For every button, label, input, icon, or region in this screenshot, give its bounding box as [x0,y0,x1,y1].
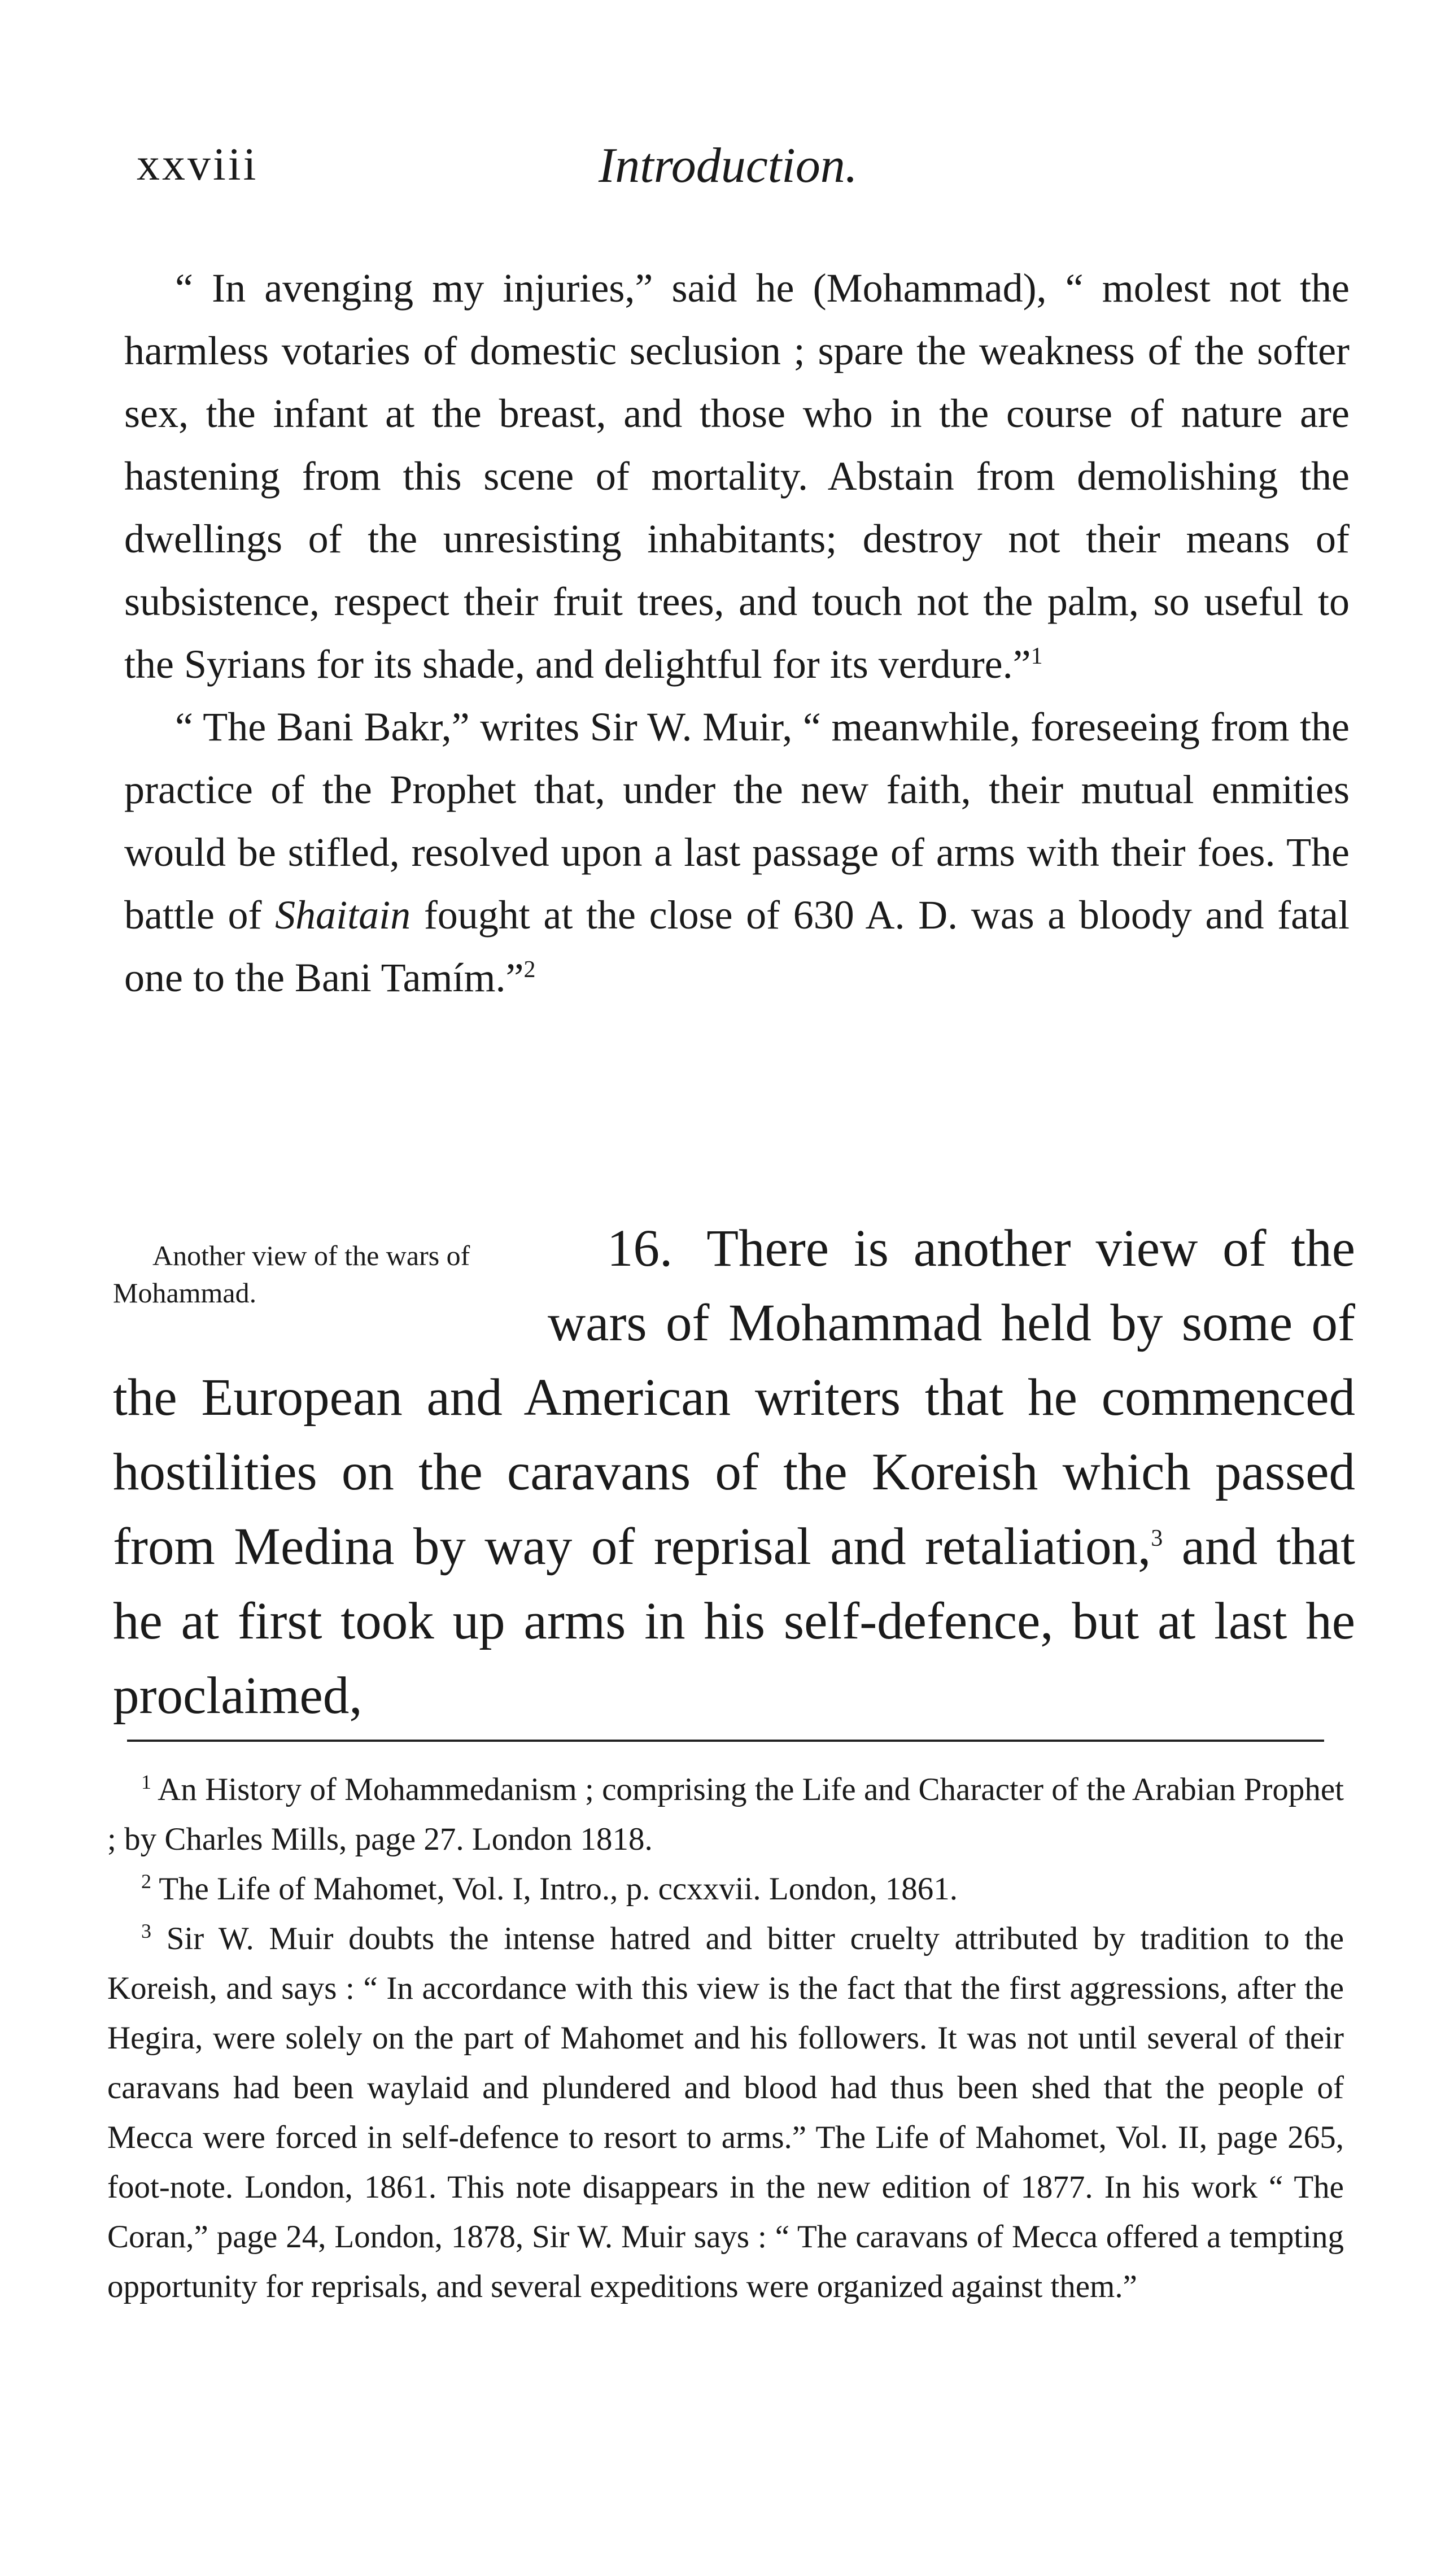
paragraph-text-after: fought at the close of 630 A. D. was a bloody and fatal one to the Bani Tamím.” [124,892,1350,1000]
footnote-1 [107,1765,1344,1864]
page-header [0,138,1441,209]
footnote-ref: 2 [523,957,536,983]
paragraph-quote-mohammad [124,257,1350,696]
footnote-ref: 3 [1151,1525,1163,1551]
page-number: xxviii [137,138,259,190]
section-paragraph [113,1211,1355,1733]
section-number: 16. [607,1219,673,1278]
footnote-2 [107,1864,1344,1914]
footnote-text: An History of Mohammedanism ; comprising the Life and Character of the Arabian Prophet ; by Charles Mills, page 27. London 1818. [107,1772,1344,1857]
footnote-3 [107,1914,1344,2312]
paragraph-quote-muir [124,696,1350,1009]
section-text-after: and that he at first took up arms in his self-defence, but at last he proclaimed, [113,1518,1355,1725]
footnote-mark: 3 [141,1920,151,1942]
section-16 [113,1211,1355,1733]
section-text: There is another view of the wars of Mohammad held by some of the European and American writers that he commenced hostilities on the caravans of the Koreish which passed from Medina by way of reprisal and retaliation, [113,1219,1355,1576]
footnotes [107,1765,1344,2312]
running-title: Introduction. [599,138,858,193]
footnote-divider [127,1740,1324,1742]
footnote-text: The Life of Mahomet, Vol. I, Intro., p. ccxxvii. London, 1861. [151,1871,958,1907]
battle-name: Shaitain [275,892,411,938]
footnote-ref: 1 [1030,643,1043,669]
margin-note: Another view of the wars of Mohammad. [113,1240,470,1309]
footnote-mark: 2 [141,1870,151,1893]
paragraph-text: “ In avenging my injuries,” said he (Mohammad), “ molest not the harmless votaries of domestic seclusion ; spare the weakness of the softer sex, the infant at the breast, and those who in the course of nature are hastening from this scene of mortality. Abstain from demolishing the dwellings of the unresisting inhabitants; destroy not their means of subsistence, respect their fruit trees, and touch not the palm, so useful to the Syrians for its shade, and delightful for its verdure.” [124,265,1350,687]
paragraph-text: “ The Bani Bakr,” writes Sir W. Muir, “ meanwhile, foreseeing from the practice of the Prophet that, under the new faith, their mutual enmities would be stifled, resolved upon a last passage of arms with their foes. The battle of [124,704,1350,938]
footnote-mark: 1 [141,1771,151,1793]
footnote-text: Sir W. Muir doubts the intense hatred and bitter cruelty attributed by tradition to the Koreish, and says : “ In accordance with this view is the fact that the first aggressions, after the Hegira, were solely on the part of Mahomet and his followers. It was not until several of their caravans had been waylaid and plundered and blood had thus been shed that the people of Mecca were forced in self-defence to resort to arms.” The Life of Mahomet, Vol. II, page 265, foot-note. London, 1861. This note disappears in the new edition of 1877. In his work “ The Coran,” page 24, London, 1878, Sir W. Muir says : “ The caravans of Mecca offered a tempting opportunity for reprisals, and several expeditions were organized against them.” [107,1921,1344,2304]
body-paragraphs [124,257,1350,1009]
